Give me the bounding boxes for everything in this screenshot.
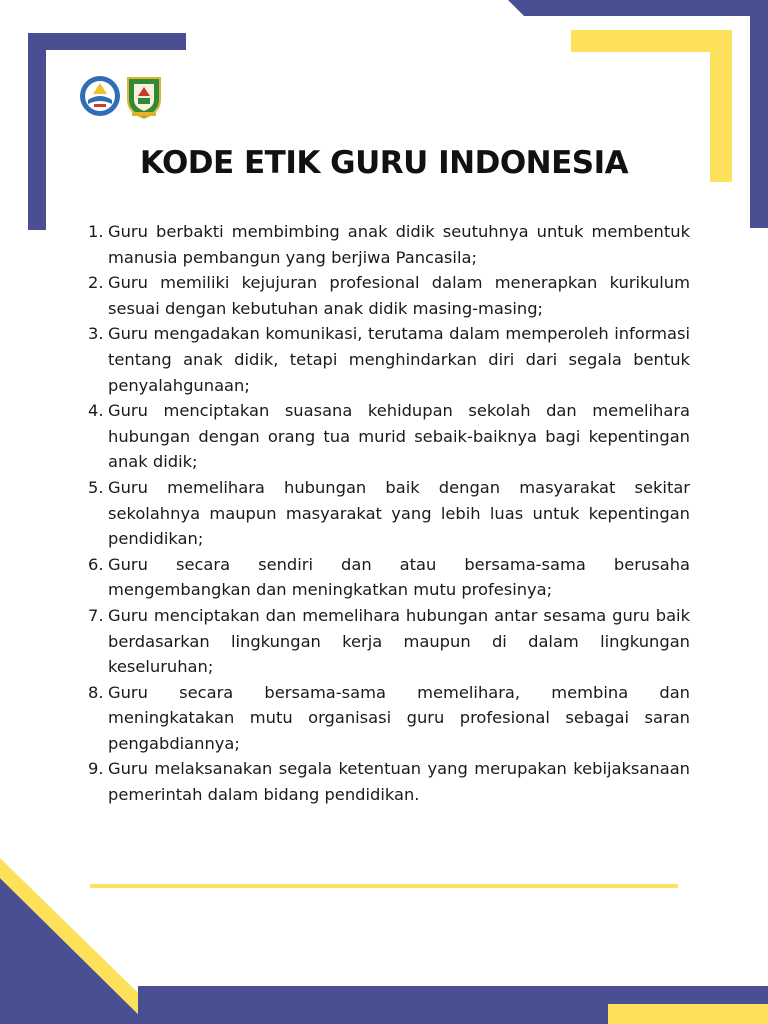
yellow-divider	[90, 884, 678, 888]
list-item-number: 8.	[88, 682, 104, 702]
list-item	[88, 475, 690, 552]
list-item	[88, 270, 690, 321]
list-item	[88, 321, 690, 398]
list-item	[88, 756, 690, 807]
list-item-number: 2.	[88, 273, 104, 293]
list-item-number: 4.	[88, 401, 104, 421]
list-item-text: Guru menciptakan suasana kehidupan sekolah dan memelihara hubungan dengan orang tua murid sebaik-baiknya bagi kepentingan anak didik;	[108, 401, 690, 472]
list-item	[88, 219, 690, 270]
regional-crest-icon	[124, 74, 164, 120]
list-item-number: 9.	[88, 759, 104, 779]
list-item-text: Guru memiliki kejujuran profesional dalam menerapkan kurikulum sesuai dengan kebutuhan anak didik masing-masing;	[108, 273, 690, 318]
bottom-right-yellow-bar	[608, 1004, 768, 1024]
ethics-list	[88, 219, 690, 808]
list-item	[88, 603, 690, 680]
top-left-bracket	[28, 33, 186, 230]
list-item-text: Guru secara sendiri dan atau bersama-sama berusaha mengembangkan dan meningkatkan mutu profesinya;	[108, 554, 690, 600]
list-item-text: Guru melaksanakan segala ketentuan yang merupakan kebijaksanaan pemerintah dalam bidang pendidikan.	[108, 759, 690, 805]
list-item-number: 7.	[88, 605, 104, 625]
list-item-text: Guru menciptakan dan memelihara hubungan antar sesama guru baik berdasarkan lingkungan kerja maupun di dalam lingkungan keseluruhan;	[108, 605, 690, 677]
ethics-list-container	[88, 219, 690, 808]
list-item-number: 5.	[88, 477, 104, 497]
list-item-number: 1.	[88, 222, 104, 241]
list-item-number: 3.	[88, 324, 104, 344]
list-item-text: Guru berbakti membimbing anak didik seutuhnya untuk membentuk manusia pembangun yang berjiwa Pancasila;	[108, 222, 690, 267]
page-title: KODE ETIK GURU INDONESIA	[139, 145, 629, 181]
tut-wuri-handayani-icon	[78, 74, 122, 118]
list-item-text: Guru memelihara hubungan baik dengan masyarakat sekitar sekolahnya maupun masyarakat yang lebih luas untuk kepentingan pendidikan;	[108, 477, 690, 549]
list-item	[88, 398, 690, 475]
list-item-text: Guru secara bersama-sama memelihara, membina dan meningkatakan mutu organisasi guru profesional sebagai saran pengabdiannya;	[108, 682, 690, 753]
list-item	[88, 680, 690, 757]
list-item-number: 6.	[88, 554, 104, 574]
list-item-text: Guru mengadakan komunikasi, terutama dalam memperoleh informasi tentang anak didik, tetapi menghindarkan diri dari segala bentuk penyalahgunaan;	[108, 324, 690, 395]
logo-group	[78, 74, 168, 120]
list-item	[88, 552, 690, 603]
